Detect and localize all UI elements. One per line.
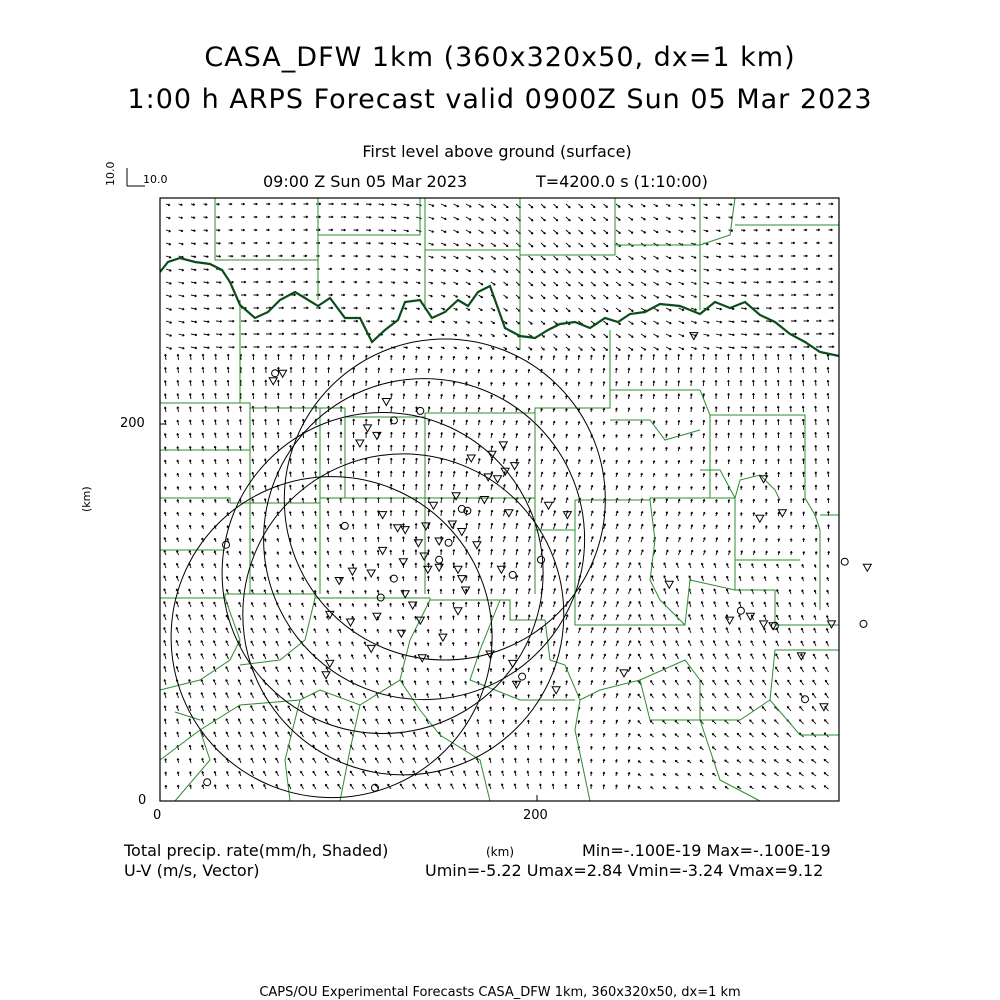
station-triangle-icon	[828, 621, 836, 628]
chart-title: CASA_DFW 1km (360x320x50, dx=1 km)	[204, 42, 796, 73]
station-triangle-icon	[397, 630, 405, 637]
station-triangle-icon	[545, 502, 553, 509]
county-line	[545, 620, 839, 735]
radar-2-ring	[171, 477, 492, 798]
y-tick-0: 0	[138, 793, 147, 808]
station-triangle-icon	[416, 617, 424, 624]
station-circle-icon	[509, 571, 516, 578]
county-line	[215, 198, 615, 260]
stats-uv-range: Umin=-5.22 Umax=2.84 Vmin=-3.24 Vmax=9.12	[425, 861, 824, 880]
station-triangle-icon	[499, 442, 507, 449]
station-triangle-icon	[401, 527, 409, 534]
station-circle-icon	[272, 370, 279, 377]
station-triangle-icon	[382, 399, 390, 406]
station-circle-icon	[390, 575, 397, 582]
station-triangle-icon	[756, 515, 764, 522]
county-line	[615, 198, 839, 310]
station-triangle-icon	[373, 613, 381, 620]
station-circle-icon	[204, 779, 211, 786]
state-border-red-river	[160, 258, 839, 356]
station-triangle-icon	[620, 670, 628, 677]
reference-vector-x-label: 10.0	[143, 173, 168, 186]
station-triangle-icon	[454, 566, 462, 573]
legend-shaded: Total precip. rate(mm/h, Shaded)	[124, 841, 389, 860]
station-triangle-icon	[511, 463, 519, 470]
station-triangle-icon	[494, 476, 502, 483]
station-circle-icon	[802, 696, 809, 703]
footer-credit: CAPS/OU Experimental Forecasts CASA_DFW 1km, 360x320x50, dx=1 km	[259, 985, 741, 1000]
county-line	[285, 700, 360, 801]
station-triangle-icon	[379, 512, 387, 519]
legend-vector: U-V (m/s, Vector)	[124, 861, 260, 880]
x-axis-label: (km)	[486, 845, 515, 859]
station-triangle-icon	[379, 547, 387, 554]
station-circle-icon	[417, 407, 424, 414]
station-triangle-icon	[356, 440, 364, 447]
station-triangle-icon	[467, 455, 475, 462]
county-line	[240, 198, 610, 408]
station-circle-icon	[223, 541, 230, 548]
station-triangle-icon	[367, 570, 375, 577]
radar-5-ring	[264, 379, 585, 700]
valid-time-label: 09:00 Z Sun 05 Mar 2023	[263, 172, 468, 191]
county-line	[650, 500, 685, 625]
station-triangle-icon	[863, 564, 871, 571]
station-triangle-icon	[430, 502, 438, 509]
county-line	[610, 390, 805, 500]
station-triangle-icon	[279, 370, 287, 377]
axis-ticks	[160, 424, 537, 801]
station-triangle-icon	[552, 687, 560, 694]
station-triangle-icon	[458, 529, 466, 536]
chart-subtitle-forecast: 1:00 h ARPS Forecast valid 0900Z Sun 05 Mar 2023	[127, 84, 873, 115]
county-line	[470, 600, 575, 700]
county-line	[575, 680, 760, 801]
county-line	[160, 498, 735, 530]
station-circle-icon	[737, 607, 744, 614]
level-text: First level above ground (surface)	[362, 142, 632, 161]
x-tick-0: 0	[153, 808, 162, 823]
county-line	[770, 625, 839, 700]
station-triangle-icon	[760, 621, 768, 628]
station-markers	[204, 333, 872, 792]
station-circle-icon	[519, 673, 526, 680]
stats-min-max: Min=-.100E-19 Max=-.100E-19	[582, 841, 831, 860]
station-triangle-icon	[435, 538, 443, 545]
county-boundaries	[160, 198, 839, 801]
station-triangle-icon	[505, 510, 513, 517]
station-triangle-icon	[367, 645, 375, 652]
station-triangle-icon	[420, 553, 428, 560]
station-triangle-icon	[269, 378, 277, 385]
county-line	[250, 498, 535, 594]
station-circle-icon	[538, 556, 545, 563]
plot-frame	[160, 198, 839, 801]
station-circle-icon	[341, 522, 348, 529]
station-triangle-icon	[335, 578, 343, 585]
x-tick-200: 200	[523, 808, 548, 823]
station-triangle-icon	[726, 617, 734, 624]
station-triangle-icon	[348, 568, 356, 575]
station-circle-icon	[860, 620, 867, 627]
y-axis-label: (km)	[80, 486, 93, 512]
station-triangle-icon	[394, 525, 402, 532]
station-triangle-icon	[401, 591, 409, 598]
y-tick-200: 200	[120, 416, 145, 431]
station-triangle-icon	[665, 581, 673, 588]
station-circle-icon	[445, 539, 452, 546]
station-triangle-icon	[364, 425, 372, 432]
station-triangle-icon	[322, 672, 330, 679]
station-triangle-icon	[458, 576, 466, 583]
station-triangle-icon	[439, 634, 447, 641]
radar-1-ring	[222, 413, 543, 734]
county-line	[735, 498, 839, 625]
station-triangle-icon	[473, 542, 481, 549]
reference-vector-y-label: 10.0	[104, 161, 117, 186]
station-circle-icon	[841, 558, 848, 565]
station-triangle-icon	[820, 704, 828, 711]
station-triangle-icon	[454, 608, 462, 615]
level-label	[0, 142, 1000, 161]
sim-time-label: T=4200.0 s (1:10:00)	[536, 172, 708, 191]
station-circle-icon	[436, 556, 443, 563]
station-triangle-icon	[497, 566, 505, 573]
station-triangle-icon	[435, 564, 443, 571]
county-line	[175, 712, 210, 801]
